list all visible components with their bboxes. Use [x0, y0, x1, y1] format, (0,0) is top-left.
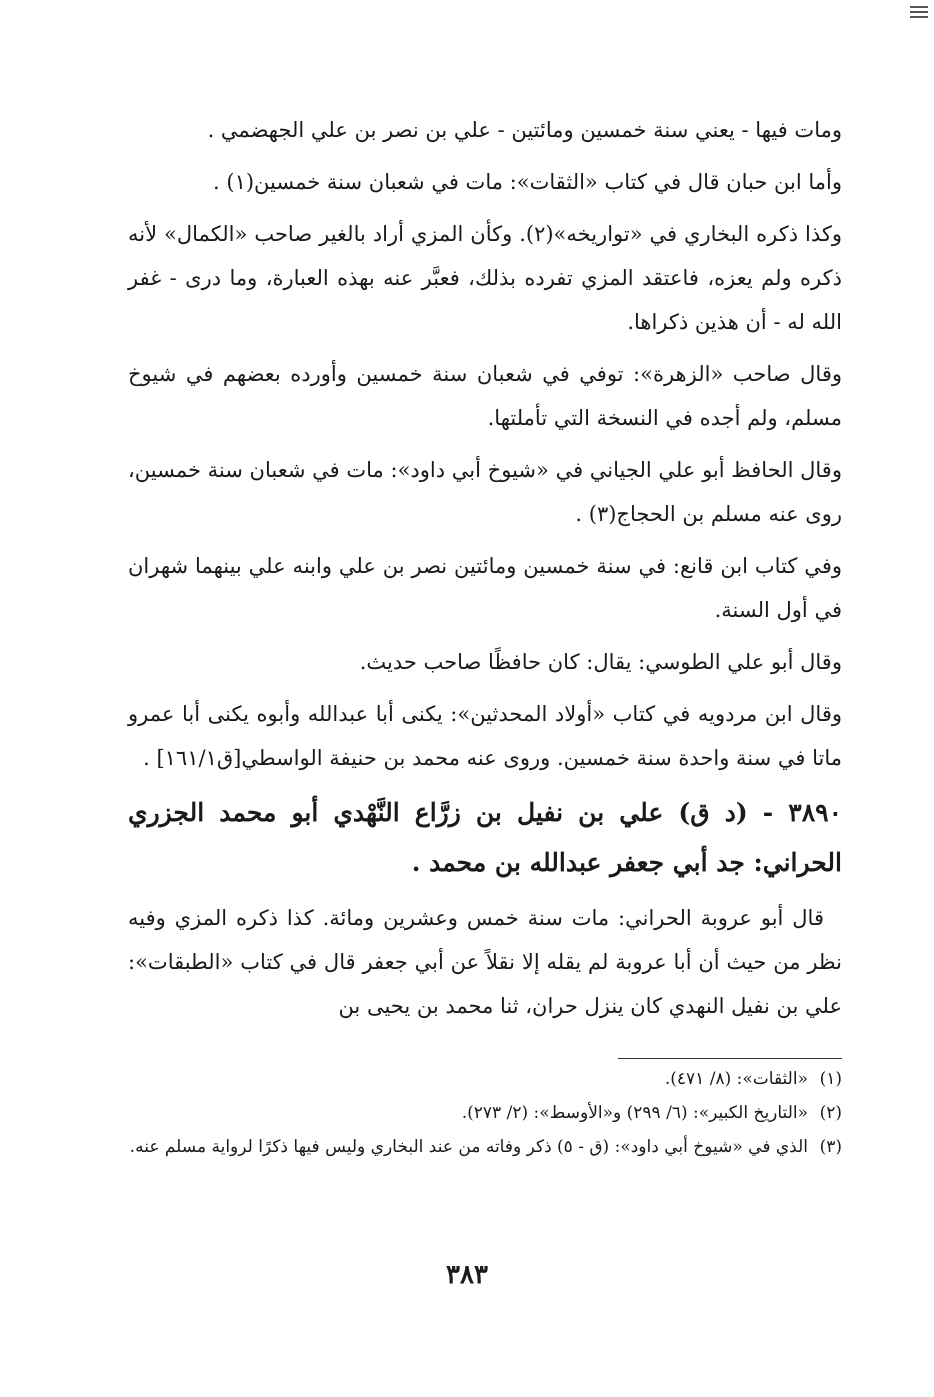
paragraph: وقال صاحب «الزهرة»: توفي في شعبان سنة خمسين وأورده بعضهم في شيوخ مسلم، ولم أجده في النسخة التي تأملتها.	[128, 362, 842, 430]
footnote-number: (٣)	[819, 1137, 842, 1157]
page-number: ٣٨٣	[446, 1260, 488, 1290]
footnote-text: «الثقات»: (٨/ ٤٧١).	[664, 1069, 808, 1089]
footnote-number: (١)	[819, 1069, 842, 1089]
entry-body: قال أبو عروبة الحراني: مات سنة خمس وعشرين ومائة. كذا ذكره المزي وفيه نظر من حيث أن أبا عروبة لم يقله إلا نقلاً عن أبي جعفر قال في كتاب «الطبقات»: علي بن نفيل النهدي كان ينزل حران، ثنا محمد بن يحيى بن	[128, 906, 842, 1018]
entry-heading: ٣٨٩٠ - (د ق) علي بن نفيل بن زرَّاع النَّهْدي أبو محمد الجزري الحراني: جد أبي جعفر عبدالله بن محمد .	[128, 798, 842, 877]
scan-corner-mark	[910, 6, 928, 18]
footnote	[128, 1096, 842, 1130]
footnote-text: الذي في «شيوخ أبي داود»: (ق - ٥) ذكر وفاته من عند البخاري وليس فيها ذكرًا لرواية مسلم عنه.	[129, 1137, 808, 1157]
paragraph: وقال أبو علي الطوسي: يقال: كان حافظًا صاحب حديث.	[359, 650, 842, 674]
footnote-separator	[618, 1058, 842, 1059]
footnotes	[128, 1062, 842, 1164]
paragraph: وأما ابن حبان قال في كتاب «الثقات»: مات في شعبان سنة خمسين(١) .	[213, 170, 842, 194]
paragraph: وقال الحافظ أبو علي الجياني في «شيوخ أبي داود»: مات في شعبان سنة خمسين، روى عنه مسلم بن الحجاج(٣) .	[128, 458, 842, 526]
paragraph: وفي كتاب ابن قانع: في سنة خمسين ومائتين نصر بن علي وابنه علي بينهما شهران في أول السنة.	[128, 554, 842, 622]
paragraph: وقال ابن مردويه في كتاب «أولاد المحدثين»: يكنى أبا عبدالله وأبوه يكنى أبا عمرو ماتا في سنة واحدة سنة خمسين. وروى عنه محمد بن حنيفة الواسطي[ق١٦١/١] .	[128, 702, 842, 770]
footnote	[128, 1130, 842, 1164]
footnote-number: (٢)	[819, 1103, 842, 1123]
footnote-text: «التاريخ الكبير»: (٦/ ٢٩٩) و«الأوسط»: (٢/ ٢٧٣).	[461, 1103, 808, 1123]
footnote	[128, 1062, 842, 1096]
paragraph: ومات فيها - يعني سنة خمسين ومائتين - علي بن نصر بن علي الجهضمي .	[207, 118, 842, 142]
paragraph: وكذا ذكره البخاري في «تواريخه»(٢). وكأن المزي أراد بالغير صاحب «الكمال» لأنه ذكره ولم يعزه، فاعتقد المزي تفرده بذلك، فعبَّر عنه بهذه العبارة، وما درى - غفر الله له - أن هذين ذكراها.	[128, 222, 843, 334]
main-text	[128, 108, 842, 1036]
